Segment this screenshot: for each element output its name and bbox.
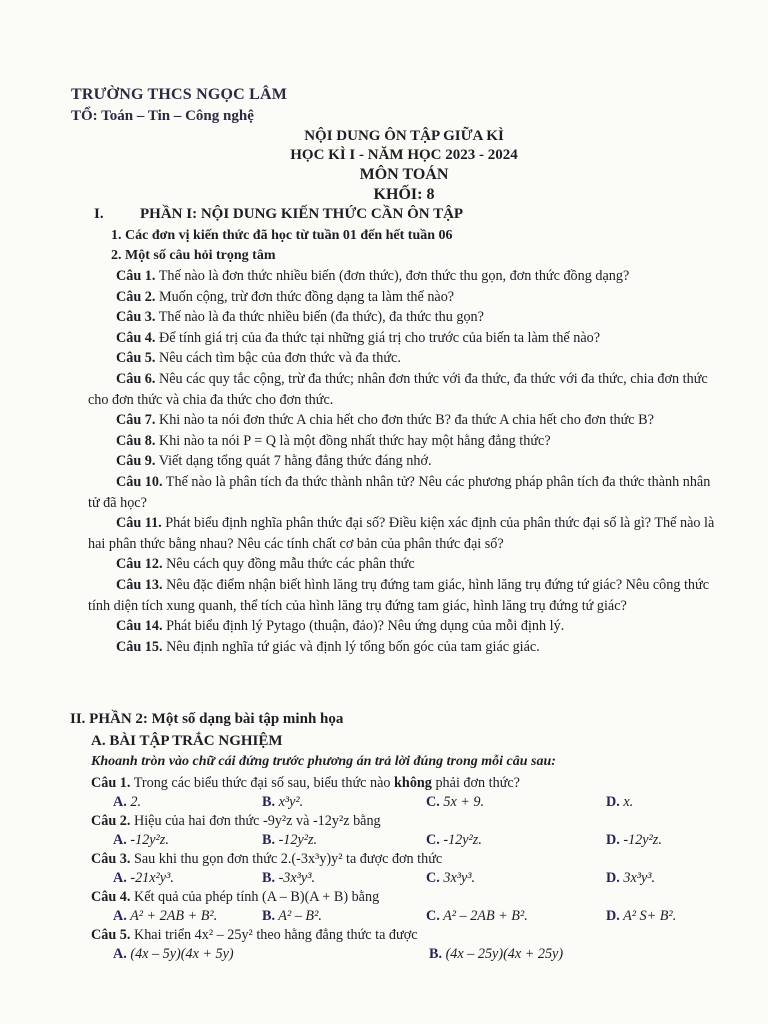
- mcq-option-text: -12y²z.: [619, 832, 662, 848]
- mcq-option-text: -21x²y³.: [126, 870, 174, 886]
- doc-semester: HỌC KÌ I - NĂM HỌC 2023 - 2024: [290, 147, 518, 163]
- mcq-option-text: x.: [619, 794, 634, 810]
- mcq-question-label: Câu 3.: [91, 851, 131, 867]
- mcq-option-text: -12y²z.: [275, 832, 318, 848]
- mcq-question-text: Kết quả của phép tính (A – B)(A + B) bằng: [130, 889, 380, 905]
- mcq-option[interactable]: [113, 945, 234, 964]
- mcq-option[interactable]: [426, 869, 475, 888]
- mcq-option-text: (4x – 5y)(4x + 5y): [126, 946, 234, 962]
- mcq-option-text: -3x³y³.: [275, 870, 316, 886]
- mcq-option-key: D.: [606, 794, 620, 810]
- part1-number: I.: [94, 206, 104, 222]
- review-question: [88, 637, 718, 658]
- mcq-option[interactable]: [262, 907, 322, 926]
- mcq-option[interactable]: [426, 831, 482, 850]
- question-label: Câu 15.: [116, 638, 163, 655]
- mcq-question-label: Câu 5.: [91, 927, 131, 943]
- question-text: Khi nào ta nói P = Q là một đồng nhất thức hay một hằng đẳng thức?: [155, 432, 551, 449]
- question-label: Câu 3.: [116, 309, 156, 326]
- review-question: [88, 348, 718, 369]
- review-question: [88, 328, 718, 349]
- review-question: [88, 554, 718, 575]
- mcq-options: [91, 869, 731, 888]
- mcq-option-key: C.: [426, 794, 440, 810]
- question-label: Câu 10.: [116, 473, 163, 490]
- mcq-option-key: A.: [113, 794, 127, 810]
- mcq-option-text: 2.: [126, 794, 141, 810]
- mcq-options: [91, 945, 731, 964]
- question-label: Câu 11.: [116, 515, 162, 532]
- mcq-option[interactable]: [606, 831, 662, 850]
- mcq-option[interactable]: [113, 907, 217, 926]
- question-label: Câu 2.: [116, 288, 156, 305]
- question-label: Câu 7.: [116, 412, 156, 429]
- mcq-option-text: 3x³y³.: [439, 870, 476, 886]
- mcq-option-key: D.: [606, 870, 620, 886]
- question-text: Thế nào là đơn thức nhiều biến (đơn thức), đơn thức thu gọn, đơn thức đồng dạng?: [155, 268, 630, 284]
- review-question: [88, 287, 718, 308]
- question-label: Câu 4.: [116, 329, 156, 346]
- review-question: [88, 472, 718, 513]
- mcq-option-key: B.: [262, 832, 276, 848]
- review-question: [88, 513, 718, 554]
- review-question: [88, 410, 718, 431]
- mcq-option-text: A² – B².: [275, 908, 322, 924]
- mcq-option-key: C.: [426, 870, 440, 886]
- mcq-option-text: 3x³y³.: [619, 870, 656, 886]
- mcq-option-key: B.: [262, 908, 276, 924]
- mcq-question: [91, 888, 731, 907]
- review-question: [88, 369, 718, 410]
- mcq-question-label: Câu 1.: [91, 775, 131, 791]
- mcq-option-key: A.: [113, 946, 127, 962]
- doc-grade: KHỐI: 8: [373, 186, 435, 203]
- mcq-option-text: A² + 2AB + B².: [126, 908, 218, 924]
- school-name: TRƯỜNG THCS NGỌC LÂM: [71, 86, 288, 103]
- review-question: [88, 616, 718, 637]
- mcq-option-key: A.: [113, 870, 127, 886]
- question-text: Nêu đặc điểm nhận biết hình lăng trụ đứng tam giác, hình lăng trụ đứng tứ giác? Nêu công thức tính diện tích xung quanh, thể tích của hình lăng trụ đứng tam giác, hình lăng trụ đứng tứ giác?: [88, 576, 710, 614]
- mcq-option[interactable]: [113, 793, 141, 812]
- mcq-option-key: D.: [606, 908, 620, 924]
- review-question: [88, 266, 718, 287]
- mcq-option-text: A² S+ B².: [619, 908, 677, 924]
- question-text: Nêu cách tìm bậc của đơn thức và đa thức.: [155, 350, 401, 367]
- question-label: Câu 6.: [116, 370, 156, 387]
- mcq-list: [91, 774, 731, 964]
- mcq-option-key: B.: [429, 946, 443, 962]
- mcq-option[interactable]: [606, 793, 633, 812]
- mcq-instruction: Khoanh tròn vào chữ cái đứng trước phương án trả lời đúng trong mỗi câu sau:: [91, 754, 556, 769]
- mcq-option[interactable]: [113, 831, 169, 850]
- mcq-question-text: Hiệu của hai đơn thức -9y²z và -12y²z bằng: [130, 813, 381, 829]
- question-label: Câu 12.: [116, 556, 163, 573]
- mcq-option-key: B.: [262, 870, 276, 886]
- mcq-option[interactable]: [429, 945, 563, 964]
- mcq-option-text: x³y².: [275, 794, 304, 810]
- mcq-question-text: Trong các biểu thức đại số sau, biểu thức nào: [130, 775, 395, 791]
- question-label: Câu 9.: [116, 453, 156, 470]
- part1-item-1: 1. Các đơn vị kiến thức đã học từ tuần 01 đến hết tuần 06: [111, 228, 453, 243]
- part1-item-2: 2. Một số câu hỏi trọng tâm: [111, 248, 276, 263]
- mcq-options: [91, 907, 731, 926]
- mcq-option-text: (4x – 25y)(4x + 25y): [442, 946, 564, 962]
- mcq-question-emphasis: không: [394, 775, 432, 791]
- part2-heading: II. PHẦN 2: Một số dạng bài tập minh họa: [70, 711, 344, 727]
- question-text: Nêu định nghĩa tứ giác và định lý tổng bốn góc của tam giác giác.: [162, 638, 540, 655]
- mcq-option-text: -12y²z.: [126, 832, 169, 848]
- mcq-question: [91, 850, 731, 869]
- department-name: TỔ: Toán – Tin – Công nghệ: [71, 108, 254, 124]
- mcq-question-label: Câu 2.: [91, 813, 131, 829]
- question-label: Câu 14.: [116, 618, 163, 635]
- mcq-question-label: Câu 4.: [91, 889, 131, 905]
- mcq-option[interactable]: [113, 869, 174, 888]
- mcq-option-key: D.: [606, 832, 620, 848]
- mcq-options: [91, 831, 731, 850]
- question-label: Câu 8.: [116, 432, 156, 449]
- mcq-option[interactable]: [262, 869, 315, 888]
- question-text: Để tính giá trị của đa thức tại những giá trị cho trước của biến ta làm thế nào?: [155, 329, 601, 346]
- question-text: Thế nào là đa thức nhiều biến (đa thức), đa thức thu gọn?: [155, 309, 484, 326]
- mcq-option-key: A.: [113, 908, 127, 924]
- mcq-option[interactable]: [426, 907, 528, 926]
- mcq-option[interactable]: [606, 869, 655, 888]
- question-label: Câu 5.: [116, 350, 156, 367]
- mcq-option-text: A² – 2AB + B².: [439, 908, 528, 924]
- question-text: Nêu cách quy đồng mẫu thức các phân thức: [162, 556, 415, 573]
- doc-title: NỘI DUNG ÔN TẬP GIỮA KÌ: [304, 128, 504, 144]
- review-question: [88, 431, 718, 452]
- mcq-option-key: C.: [426, 908, 440, 924]
- review-question-list: [88, 266, 718, 657]
- question-label: Câu 13.: [116, 576, 163, 593]
- question-text: Thế nào là phân tích đa thức thành nhân tử? Nêu các phương pháp phân tích đa thức thành nhân tử đã học?: [88, 473, 711, 511]
- mcq-option-key: C.: [426, 832, 440, 848]
- question-text: Phát biểu định nghĩa phân thức đại số? Điều kiện xác định của phân thức đại số là gì? Thế nào là hai phân thức bằng nhau? Nêu các tính chất cơ bản của phân thức đại số?: [88, 515, 715, 552]
- part1-heading: [94, 206, 463, 223]
- question-text: Phát biểu định lý Pytago (thuận, đảo)? Nêu ứng dụng của mỗi định lý.: [162, 618, 565, 635]
- mcq-options: [91, 793, 731, 812]
- question-text: Muốn cộng, trừ đơn thức đồng dạng ta làm thế nào?: [155, 288, 455, 305]
- question-label: Câu 1.: [116, 268, 156, 284]
- review-question: [88, 575, 718, 616]
- mcq-question: [91, 812, 731, 831]
- mcq-option-text: 5x + 9.: [439, 794, 485, 810]
- mcq-option[interactable]: [606, 907, 676, 926]
- mcq-question: [91, 774, 731, 793]
- mcq-option[interactable]: [426, 793, 484, 812]
- mcq-option-key: A.: [113, 832, 127, 848]
- part1-title: PHẦN I: NỘI DUNG KIẾN THỨC CẦN ÔN TẬP: [140, 206, 464, 222]
- question-text: Viết dạng tổng quát 7 hằng đẳng thức đáng nhớ.: [155, 453, 432, 470]
- review-question: [88, 451, 718, 472]
- mcq-option-key: B.: [262, 794, 276, 810]
- mcq-question: [91, 926, 731, 945]
- review-question: [88, 307, 718, 328]
- mcq-option[interactable]: [262, 831, 317, 850]
- mcq-option-text: -12y²z.: [439, 832, 482, 848]
- question-text: Khi nào ta nói đơn thức A chia hết cho đơn thức B? đa thức A chia hết cho đơn thức B?: [155, 412, 654, 429]
- mcq-question-text: Sau khi thu gọn đơn thức 2.(-3x³y)y² ta được đơn thức: [130, 851, 443, 867]
- section-a-heading: A. BÀI TẬP TRẮC NGHIỆM: [91, 733, 283, 749]
- mcq-option[interactable]: [262, 793, 303, 812]
- mcq-question-text: Khai triển 4x² – 25y² theo hằng đẳng thức ta được: [130, 927, 418, 943]
- mcq-question-text: phải đơn thức?: [431, 775, 520, 791]
- doc-subject: MÔN TOÁN: [359, 166, 449, 183]
- question-text: Nêu các quy tắc cộng, trừ đa thức; nhân đơn thức với đa thức, đa thức với đa thức, chia đơn thức cho đơn thức và chia đa thức cho đơn thức.: [88, 370, 708, 408]
